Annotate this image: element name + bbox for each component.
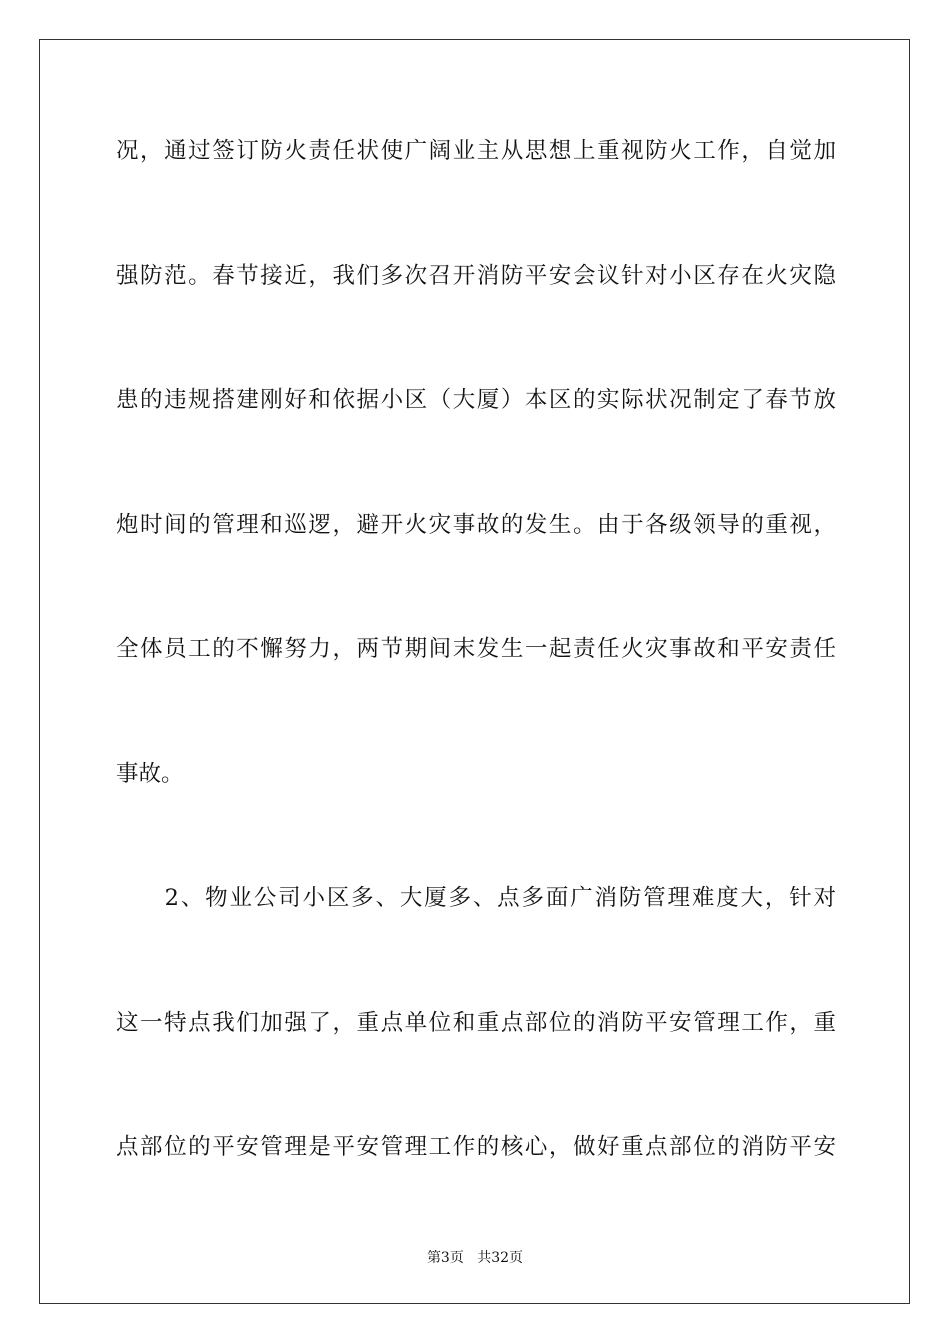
body-line-3: 患的违规搭建刚好和依据小区（大厦）本区的实际状况制定了春节放: [116, 387, 836, 413]
page-number: 第3页: [426, 1250, 464, 1266]
body-line-6: 事故。: [116, 761, 184, 787]
body-line-2: 强防范。春节接近，我们多次召开消防平安会议针对小区存在火灾隐: [116, 263, 836, 289]
page-footer: [0, 1247, 950, 1267]
body-line-5: 全体员工的不懈努力，两节期间末发生一起责任火灾事故和平安责任: [116, 636, 836, 662]
page-total: 共32页: [477, 1250, 524, 1266]
body-line-7: 2、物业公司小区多、大厦多、点多面广消防管理难度大，针对: [116, 885, 836, 911]
body-line-9: 点部位的平安管理是平安管理工作的核心，做好重点部位的消防平安: [116, 1134, 836, 1160]
body-line-8: 这一特点我们加强了，重点单位和重点部位的消防平安管理工作，重: [116, 1010, 836, 1036]
page-border: [39, 39, 910, 1304]
body-line-4: 炮时间的管理和巡逻，避开火灾事故的发生。由于各级领导的重视，: [116, 512, 836, 538]
body-line-1: 况，通过签订防火责任状使广阔业主从思想上重视防火工作，自觉加: [116, 138, 836, 164]
